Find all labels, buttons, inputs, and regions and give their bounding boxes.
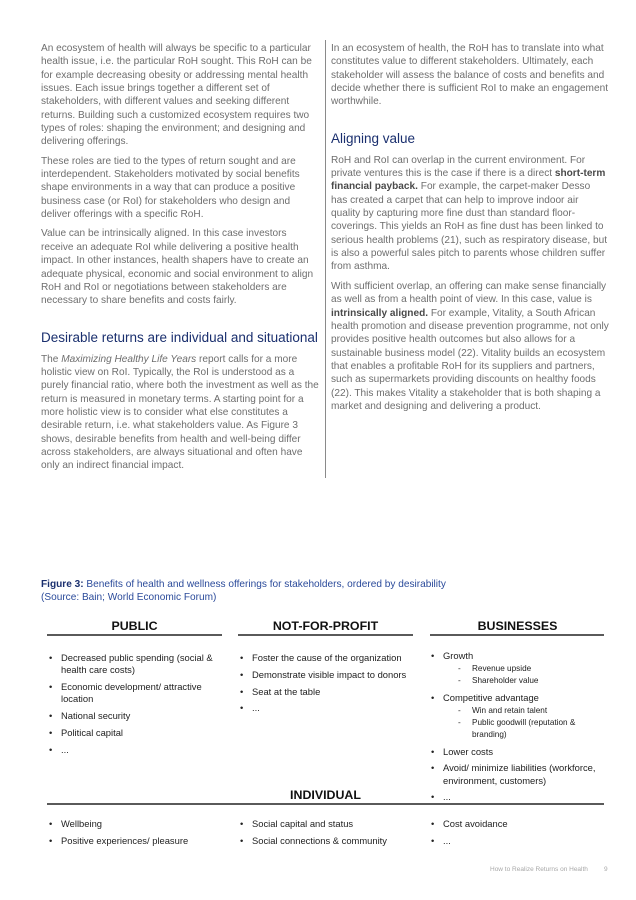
individual-benefits-list-3: [430, 818, 610, 852]
emphasis: short-term financial payback.: [331, 168, 606, 193]
list-item-label: Competitive advantage: [443, 691, 539, 703]
not-for-profit-benefits-list: [239, 652, 419, 719]
list-item: • Foster the cause of the organization: [239, 652, 419, 664]
list-item: • Cost avoidance: [430, 818, 610, 830]
sub-list-item: - Shareholder value: [443, 675, 610, 687]
list-item: • Seat at the table: [239, 686, 419, 698]
businesses-underline: [430, 634, 604, 636]
text: report calls for a more holistic view on RoI. Typically, the RoI is understood as a purely financial ratio, where both the investment as well as the return is measured in monetary terms. A starting point for a more holistic view is to consider what else constitutes a desirable return, i.e. what stakeholders value. As Figure 3 shows, desirable benefits from health and well-being differ across stakeholders, are always situational and often have only an indirect financial impact.: [41, 353, 319, 472]
list-item: • ...: [430, 835, 610, 847]
public-header: PUBLIC: [111, 619, 158, 633]
list-item: • ...: [239, 702, 419, 714]
paragraph: [41, 353, 319, 473]
list-item: • Social capital and status: [239, 818, 419, 830]
sub-list: [443, 663, 610, 687]
footer-title: How to Realize Returns on Health: [490, 866, 588, 873]
paragraph: [331, 154, 609, 274]
individual-benefits-list-2: [239, 818, 419, 852]
not-for-profit-header: NOT-FOR-PROFIT: [272, 619, 379, 633]
list-item: • Avoid/ minimize liabilities (workforce, environment, customers): [430, 762, 610, 786]
list-item: • Economic development/ attractive location: [48, 681, 228, 705]
list-item: • Demonstrate visible impact to donors: [239, 669, 419, 681]
sub-list: [443, 705, 610, 741]
text: For example, the carpet-maker Desso has created a carpet that can help to improve indoor air quality by capturing more fine dust than standard floor-coverings. This yields an RoH as fine dust has been linked to serious health problems (21), such as respiratory disease, but is also a powerful sales pitch to parents whose children suffer from asthma.: [331, 181, 608, 273]
figure-source: (Source: Bain; World Economic Forum): [41, 591, 217, 603]
text: RoH and RoI can overlap in the current environment. For private ventures this is the case if there is a direct: [331, 154, 586, 180]
list-item: • ...: [430, 791, 610, 803]
right-column: [331, 42, 609, 419]
paragraph: In an ecosystem of health, the RoH has to translate into what constitutes value to different stakeholders. Ultimately, each stakeholder will assess the balance of costs and benefits and decide whether there is sufficient RoI to make an engagement worthwhile.: [331, 43, 608, 108]
section-heading: Desirable returns are individual and situational: [41, 329, 318, 345]
public-benefits-list: [48, 652, 228, 760]
paragraph: These roles are tied to the types of return sought and are interdependent. Stakeholders motivated by social benefits shape environments in a way that can produce a positive business case (or RoI) for stakeholders who design and deliver offerings with a specific RoH.: [41, 155, 300, 221]
emphasis: intrinsically aligned.: [331, 307, 429, 319]
list-item: • Social connections & community: [239, 835, 419, 847]
list-item: • Wellbeing: [48, 818, 228, 830]
paragraph: [331, 280, 609, 413]
list-item-label: Growth: [443, 650, 474, 661]
list-item: • Decreased public spending (social & health care costs): [48, 652, 228, 676]
list-item: • Lower costs: [430, 746, 610, 758]
text: With sufficient overlap, an offering can make sense financially as well as from a health point of view. In this case, value is: [331, 280, 607, 306]
figure-caption-text: Benefits of health and wellness offerings for stakeholders, ordered by desirability: [83, 579, 446, 590]
list-item: [430, 692, 610, 741]
list-item: • National security: [48, 710, 228, 722]
list-item: [430, 650, 610, 687]
not-for-profit-underline: [238, 634, 413, 636]
paragraph: An ecosystem of health will always be specific to a particular health issue, i.e. the particular RoH sought. This RoH can be for example decreasing obesity or addressing mental health issues. Each issue brings together a different set of stakeholders, with different values and seeking different returns. Building such a customized ecosystem requires two types of roles: shaping the environment; and designing and delivering offerings.: [41, 43, 312, 148]
paragraph: Value can be intrinsically aligned. In this case investors receive an adequate RoI while delivering a positive health impact. In other instances, health shapers have to create an adequate physical, economic and social environment to align RoH and RoI or negotiations between stakeholders are necessary to share benefits and costs fairly.: [41, 228, 314, 307]
page-number: 9: [604, 866, 608, 873]
individual-underline: [47, 803, 604, 805]
text: The: [41, 353, 62, 365]
figure-caption: [41, 579, 601, 604]
left-column: [41, 42, 319, 479]
individual-header: INDIVIDUAL: [290, 788, 361, 802]
businesses-header: BUSINESSES: [477, 619, 558, 633]
list-item: • ...: [48, 744, 228, 756]
section-heading: Aligning value: [331, 130, 416, 146]
report-title: Maximizing Healthy Life Years: [61, 353, 197, 365]
sub-list-item: - Public goodwill (reputation & branding): [443, 717, 610, 741]
sub-list-item: - Win and retain talent: [443, 705, 610, 717]
businesses-benefits-list: [430, 650, 610, 808]
public-underline: [47, 634, 222, 636]
list-item: • Political capital: [48, 727, 228, 739]
sub-list-item: - Revenue upside: [443, 663, 610, 675]
list-item: • Positive experiences/ pleasure: [48, 835, 228, 847]
text: For example, Vitality, a South African health promotion and disease prevention programme, not only provides positive health outcomes but also allows for a sustainable business model (22). Vitality builds an ecosystem that enables a profitable RoH for its suppliers and partners, such as supermarkets providing discounts on healthy foods (22). This makes Vitality a stakeholder that is both shaping a market and designing and delivering a product.: [331, 307, 609, 412]
figure-label: Figure 3:: [41, 579, 84, 590]
column-divider: [325, 40, 326, 478]
individual-benefits-list-1: [48, 818, 228, 852]
